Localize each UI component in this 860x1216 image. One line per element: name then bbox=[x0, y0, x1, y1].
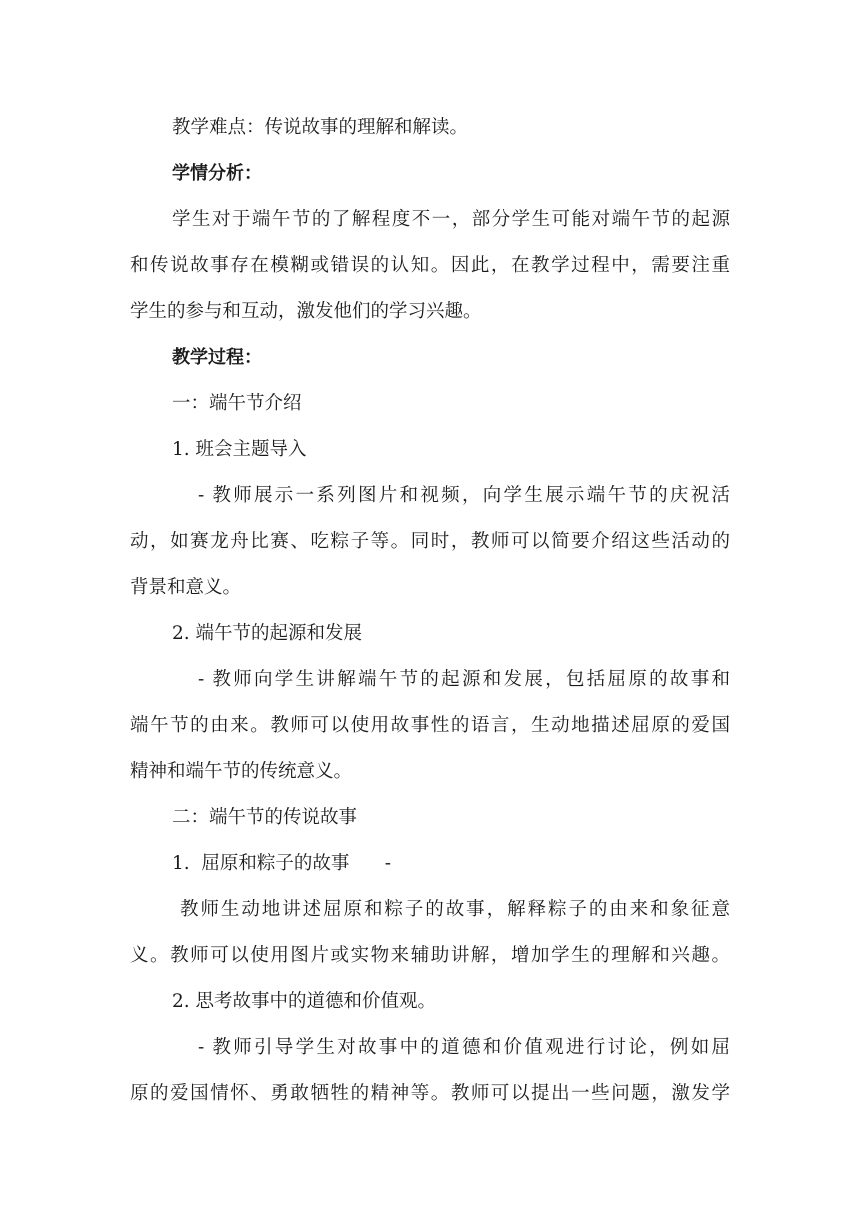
section-title-2: 二：端午节的传说故事 bbox=[172, 807, 358, 828]
heading-teaching-process: 教学过程： bbox=[172, 347, 262, 368]
paragraph-line: 背景和意义。 bbox=[130, 577, 242, 598]
paragraph-line: - 教师向学生讲解端午节的起源和发展，包括屈原的故事和 bbox=[198, 669, 730, 690]
teaching-difficulty-line: 教学难点：传说故事的理解和解读。 bbox=[172, 117, 469, 138]
list-item: 2. 思考故事中的道德和价值观。 bbox=[172, 991, 437, 1012]
list-item: 1. 班会主题导入 bbox=[172, 439, 307, 460]
paragraph-line: 原的爱国情怀、勇敢牺牲的精神等。教师可以提出一些问题，激发学 bbox=[130, 1083, 730, 1104]
section-title-1: 一：端午节介绍 bbox=[172, 393, 302, 414]
document-body bbox=[130, 105, 730, 1117]
list-item: 1. 屈原和粽子的故事 - bbox=[172, 853, 391, 874]
paragraph-line: 义。教师可以使用图片或实物来辅助讲解，增加学生的理解和兴趣。 bbox=[130, 945, 730, 966]
paragraph-line: 精神和端午节的传统意义。 bbox=[130, 761, 353, 782]
paragraph-line: - 教师引导学生对故事中的道德和价值观进行讨论，例如屈 bbox=[198, 1037, 730, 1058]
paragraph-line: 学生的参与和互动，激发他们的学习兴趣。 bbox=[130, 301, 482, 322]
paragraph-line: 和传说故事存在模糊或错误的认知。因此，在教学过程中，需要注重 bbox=[130, 255, 730, 276]
paragraph-line: - 教师展示一系列图片和视频，向学生展示端午节的庆祝活 bbox=[198, 485, 730, 506]
list-item: 2. 端午节的起源和发展 bbox=[172, 623, 363, 644]
paragraph-line: 教师生动地讲述屈原和粽子的故事，解释粽子的由来和象征意 bbox=[180, 899, 730, 920]
heading-student-analysis: 学情分析： bbox=[172, 163, 262, 184]
paragraph-line: 动，如赛龙舟比赛、吃粽子等。同时，教师可以简要介绍这些活动的 bbox=[130, 531, 730, 552]
paragraph-line: 学生对于端午节的了解程度不一，部分学生可能对端午节的起源 bbox=[172, 209, 730, 230]
paragraph-line: 端午节的由来。教师可以使用故事性的语言，生动地描述屈原的爱国 bbox=[130, 715, 730, 736]
